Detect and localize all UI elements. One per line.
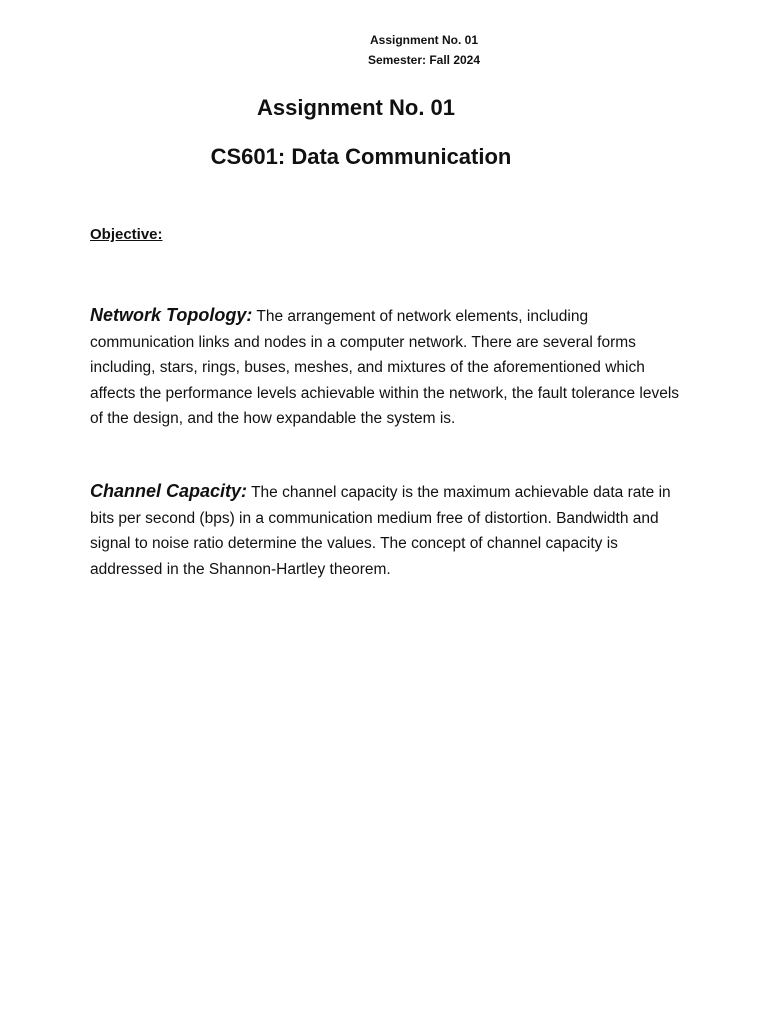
network-topology-paragraph — [90, 303, 690, 432]
course-title: CS601: Data Communication — [210, 144, 512, 169]
channel-capacity-paragraph — [90, 479, 690, 582]
network-topology-text: The arrangement of network elements, including communication links and nodes in a computer network. There are several forms including, stars, rings, buses, meshes, and mixtures of the aforementioned which affects the performance levels achievable within the network, the fault tolerance levels of the design, and the how expandable the system is. — [90, 308, 680, 427]
channel-capacity-text: The channel capacity is the maximum achievable data rate in bits per second (bps) in a communication medium free of distortion. Bandwidth and signal to noise ratio determine the values. The concept of channel capacity is addressed in the Shannon-Hartley theorem. — [90, 484, 671, 578]
channel-capacity-term: Channel Capacity: — [90, 481, 248, 501]
header-semester: Semester: Fall 2024 — [367, 53, 481, 67]
network-topology-term: Network Topology: — [90, 305, 253, 325]
header-assignment-no: Assignment No. 01 — [369, 33, 479, 47]
page-header — [0, 30, 768, 70]
objective-heading: Objective: — [90, 226, 163, 243]
document-title: Assignment No. 01 — [256, 95, 456, 120]
